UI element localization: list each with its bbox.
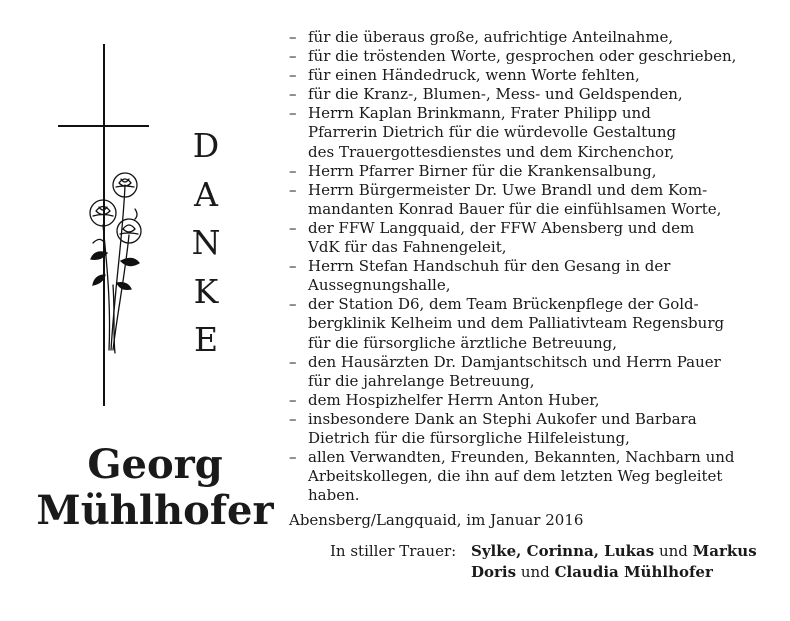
thanks-item [289,353,784,391]
dash-bullet: – [289,295,297,314]
thanks-item [289,219,784,257]
mourner-names: Claudia Mühlhofer [554,563,713,581]
thanks-list [289,28,784,505]
thanks-line: Pfarrerin Dietrich für die würdevolle Gestaltung [308,123,677,142]
dash-bullet: – [289,448,297,467]
thanks-line: Herrn Stefan Handschuh für den Gesang in der [308,257,671,276]
mourners-line-2 [471,562,757,583]
danke-letter: E [193,320,219,359]
thanks-item [289,181,784,219]
mourners [471,541,757,583]
thanks-item [289,162,784,181]
danke-letter: N [191,223,221,262]
thanks-line: des Trauergottesdienstes und dem Kirchenchor, [308,142,675,161]
dash-bullet: – [289,257,297,276]
thanks-item [289,448,784,505]
thanks-line: bergklinik Kelheim und dem Palliativteam Regensburg [308,314,725,333]
thanks-line: für die Kranz-, Blumen-, Mess- und Geldspenden, [308,85,683,104]
thanks-line: der FFW Langquaid, der FFW Abensberg und dem [308,218,695,237]
dash-bullet: – [289,47,297,66]
dash-bullet: – [289,66,297,85]
thanks-item [289,391,784,410]
dash-bullet: – [289,352,297,371]
thanks-line: für die überaus große, aufrichtige Anteilnahme, [308,28,674,46]
thanks-line: haben. [308,486,360,505]
danke-letter: A [194,174,218,214]
thanks-item [289,66,784,85]
thanks-line: Herrn Kaplan Brinkmann, Frater Philipp und [308,104,651,123]
thanks-item [289,47,784,66]
dash-bullet: – [289,390,297,409]
dash-bullet: – [289,104,297,123]
mourner-names: Sylke, Corinna, Lukas [471,542,655,560]
thanks-item [289,410,784,448]
thanks-line: der Station D6, dem Team Brückenpflege der Gold- [308,295,699,314]
thanks-item [289,28,784,47]
thanks-item [289,295,784,352]
roses-illustration [85,165,145,355]
dash-bullet: – [289,85,297,104]
danke-vertical-word [186,122,226,365]
dash-bullet: – [289,218,297,237]
thanks-line: Herrn Bürgermeister Dr. Uwe Brandl und dem Kom- [308,180,708,199]
place-date: Abensberg/Langquaid, im Januar 2016 [289,511,584,529]
thanks-item [289,257,784,295]
mourner-names: Markus [692,542,757,560]
thanks-line: allen Verwandten, Freunden, Bekannten, Nachbarn und [308,448,735,467]
thanks-line: für einen Händedruck, wenn Worte fehlten, [308,66,640,85]
thanks-line: insbesondere Dank an Stephi Aukofer und Barbara [308,409,697,428]
thanks-line: Herrn Pfarrer Birner für die Krankensalbung, [308,161,657,180]
thanks-line: Aussegnungshalle, [308,276,451,295]
mourner-names: Doris [471,563,517,581]
conjunction: und [520,563,550,581]
first-name: Georg [87,441,223,488]
thanks-line: dem Hospizhelfer Herrn Anton Huber, [308,390,600,409]
danke-letter: K [193,271,219,311]
thanks-line: VdK für das Fahnengeleit, [308,238,507,257]
thanks-line: für die tröstenden Worte, gesprochen oder geschrieben, [308,47,737,66]
mourners-line-1 [471,541,757,562]
thanks-item [289,104,784,161]
dash-bullet: – [289,28,297,46]
dash-bullet: – [289,409,297,428]
deceased-name [30,442,280,534]
dash-bullet: – [289,180,297,199]
thanks-line: Arbeitskollegen, die ihn auf dem letzten Weg begleitet [308,467,723,486]
conjunction: und [658,542,688,560]
thanks-line: den Hausärzten Dr. Damjantschitsch und Herrn Pauer [308,352,721,371]
thanks-line: Dietrich für die fürsorgliche Hilfeleistung, [308,428,630,447]
danke-letter: D [192,126,220,165]
thanks-line: für die fürsorgliche ärztliche Betreuung, [308,333,618,352]
dash-bullet: – [289,161,297,180]
mourning-label: In stiller Trauer: [330,542,457,560]
last-name: Mühlhofer [36,487,274,534]
thanks-line: für die jahrelange Betreuung, [308,371,535,390]
thanks-item [289,85,784,104]
thanks-line: mandanten Konrad Bauer für die einfühlsamen Worte, [308,199,722,218]
cross-horizontal-beam [58,125,149,127]
